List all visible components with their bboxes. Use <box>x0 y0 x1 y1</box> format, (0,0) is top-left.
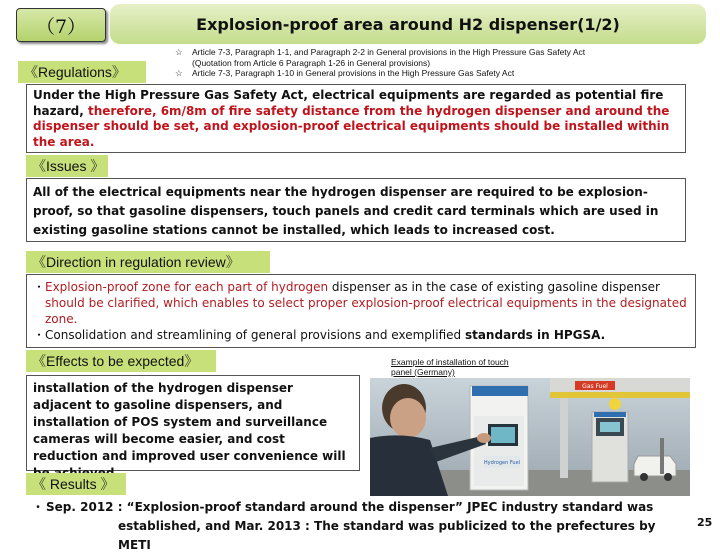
title-bar <box>110 4 706 44</box>
direction-label <box>26 251 270 273</box>
results-line-text: Sep. 2012 : “Explosion-proof standard around the dispenser” JPEC industry standard was <box>46 500 654 514</box>
effects-label-text: 《Effects to be expected》 <box>32 353 199 369</box>
regulations-label <box>18 61 146 83</box>
issues-label-text: 《Issues 》 <box>32 158 105 174</box>
regulation-note-text: Article 7-3, Paragraph 1-1, and Paragraph 2-2 in General provisions in the High Pressure Gas Safety Act (Quotation from Article 6 Paragraph 1-26 in General provisions) <box>192 47 586 68</box>
station-photo-illustration <box>370 378 690 496</box>
direction-item-highlight: should be clarified, which enables to select proper explosion-proof electrical equipments in the designated zone. <box>45 296 687 326</box>
canopy-sign: Gas Fuel <box>582 383 608 390</box>
bullet-icon: ・ <box>33 280 46 294</box>
effects-body: installation of the hydrogen dispenser adjacent to gasoline dispensers, and installation of POS system and surveillance cameras will become easier, and cost reduction and improved user convenience will <box>33 381 346 463</box>
direction-item <box>33 327 689 343</box>
direction-label-text: 《Direction in regulation review》 <box>32 254 240 270</box>
regulations-body: Under the High Pressure Gas Safety Act, electrical equipments are regarded as potential fire hazard, <box>33 88 664 118</box>
results-line <box>32 498 684 517</box>
direction-item <box>33 279 689 327</box>
results-line <box>32 517 684 555</box>
results-box <box>26 496 690 552</box>
issues-label <box>26 155 108 177</box>
direction-item-emphasis: standards in HPGSA. <box>464 328 606 342</box>
star-icon: ☆ <box>175 68 183 79</box>
photo-caption: Example of installation of touch panel (Germany) <box>391 357 509 377</box>
effects-label <box>26 350 216 372</box>
page-number: 25 <box>697 516 713 529</box>
page-title: Explosion-proof area around H2 dispenser(1/2) <box>196 14 620 34</box>
regulations-box <box>26 84 686 153</box>
direction-item-highlight: Explosion-proof zone for each part of hydrogen <box>45 280 329 294</box>
direction-box <box>26 274 696 348</box>
star-icon: ☆ <box>175 47 183 57</box>
effects-box <box>26 375 360 471</box>
issues-box <box>26 178 686 242</box>
regulation-note <box>175 47 605 68</box>
results-label <box>26 473 126 495</box>
regulations-body-highlight: therefore, 6m/8m of fire safety distance from the hydrogen dispenser and around the dispenser should be set, and explosion-proof electrical equipments should be installed within the area. <box>33 103 670 149</box>
results-line-text: established, and Mar. 2013 : The standard was publicized to the prefectures by METI <box>118 519 656 552</box>
section-number: （7） <box>35 15 87 38</box>
results-label-text: 《 Results 》 <box>32 476 115 492</box>
bullet-icon: ・ <box>33 328 46 342</box>
station-photo <box>370 378 690 496</box>
regulations-label-text: 《Regulations》 <box>24 64 126 80</box>
direction-item-text: Consolidation and streamlining of general provisions and exemplified <box>45 328 465 342</box>
bullet-icon: ・ <box>32 500 45 514</box>
direction-item-text: dispenser as in the case of existing gasoline dispenser <box>328 280 660 294</box>
issues-body: All of the electrical equipments near the hydrogen dispenser are required to be explosion-proof, so that gasoline dispensers, touch panels and credit card terminals which are used in existing gasoline stations cannot be installed, which leads to increased cost. <box>33 185 659 237</box>
regulation-note-text: Article 7-3, Paragraph 1-10 in General provisions in the High Pressure Gas Safety Act <box>192 68 515 79</box>
regulations-notes <box>175 47 605 79</box>
section-number-tab <box>16 8 106 42</box>
hydrogen-panel-label: Hydrogen Fuel <box>483 460 521 466</box>
regulation-note <box>175 68 605 79</box>
